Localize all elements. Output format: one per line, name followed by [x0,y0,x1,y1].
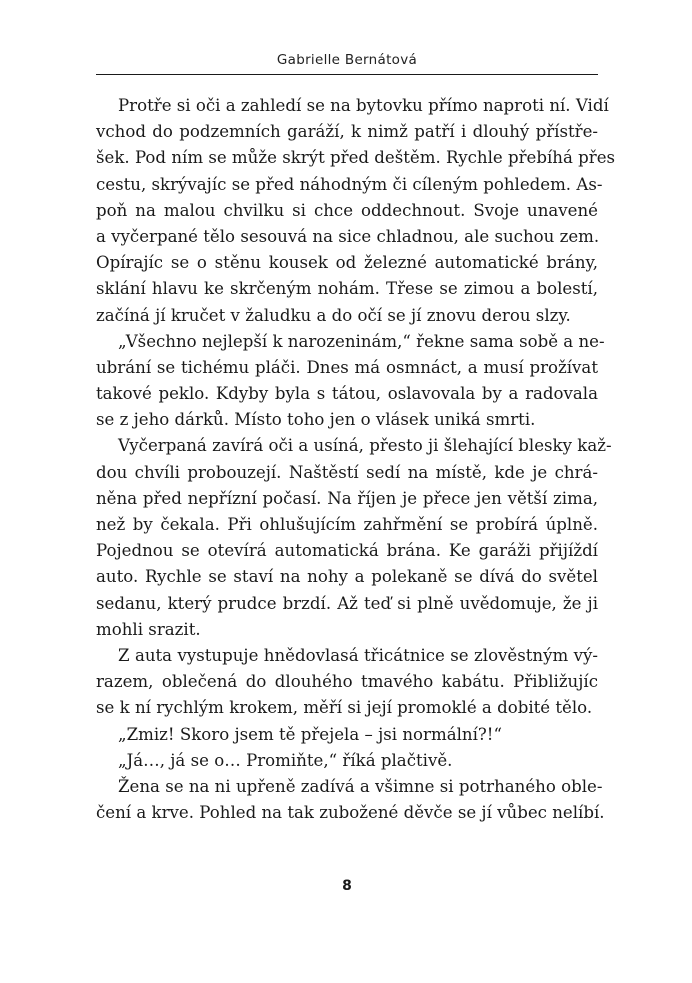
text-line: se k ní rychlým krokem, měří si její promoklé a dobité tělo. [96,698,593,718]
body-text [96,93,616,826]
text-line: takové peklo. Kdyby byla s tátou, oslavovala by a radovala [96,384,598,404]
text-line: „Já…, já se o… Promiňte,“ říká plačtivě. [118,750,453,770]
text-line: Vyčerpaná zavírá oči a usíná, přesto ji šlehající blesky kaž- [118,436,612,456]
text-line: ubrání se tichému pláči. Dnes má osmnáct, a musí prožívat [96,357,598,377]
text-line: auto. Rychle se staví na nohy a polekaně se dívá do světel [96,567,598,587]
paragraph [96,643,598,722]
text-line: šek. Pod ním se může skrýt před deštěm. Rychle přebíhá přes [96,148,616,168]
text-line: mohli srazit. [96,619,201,639]
text-line: vchod do podzemních garáží, k nimž patří i dlouhý přístře- [96,122,598,142]
paragraph [96,329,605,434]
page-number: 8 [342,878,352,894]
running-head-author: Gabrielle Bernátová [276,52,418,68]
text-line: a vyčerpané tělo sesouvá na sice chladnou, ale suchou zem. [96,226,600,246]
text-line: něna před nepřízní počasí. Na říjen je přece jen větší zima, [96,488,598,508]
paragraph [96,93,616,329]
header-rule [96,74,598,75]
paragraph [96,722,598,748]
text-line: Protře si oči a zahledí se na bytovku přímo naproti ní. Vidí [118,96,609,115]
text-line: sedanu, který prudce brzdí. Až teď si plně uvědomuje, že ji [96,593,598,613]
text-line: Pojednou se otevírá automatická brána. Ke garáži přijíždí [96,541,598,561]
paragraph [96,748,598,774]
text-line: cestu, skrývajíc se před náhodným či cíleným pohledem. As- [96,174,603,194]
text-line: se z jeho dárků. Místo toho jen o vlásek uniká smrti. [96,410,536,430]
text-line: razem, oblečená do dlouhého tmavého kabátu. Přibližujíc [96,672,598,692]
text-line: Žena se na ni upřeně zadívá a všimne si potrhaného oble- [118,776,603,796]
text-line: sklání hlavu ke skrčeným nohám. Třese se zimou a bolestí, [96,279,598,299]
text-line: „Zmiz! Skoro jsem tě přejela – jsi normální?!“ [118,724,502,744]
paragraph [96,433,612,643]
text-line: začíná jí kručet v žaludku a do očí se jí znovu derou slzy. [96,305,571,325]
text-line: čení a krve. Pohled na tak zubožené děvče se jí vůbec nelíbí. [96,803,605,823]
text-line: než by čekala. Při ohlušujícím zahřmění se probírá úplně. [96,515,598,534]
text-line: Opírajíc se o stěnu kousek od železné automatické brány, [96,253,598,273]
text-line: „Všechno nejlepší k narozeninám,“ řekne sama sobě a ne- [118,331,605,351]
paragraph [96,774,605,826]
text-line: poň na malou chvilku si chce oddechnout. Svoje unavené [96,200,598,220]
text-line: Z auta vystupuje hnědovlasá třicátnice se zlověstným vý- [118,645,598,665]
text-line: dou chvíli probouzejí. Naštěstí sedí na místě, kde je chrá- [96,462,598,482]
